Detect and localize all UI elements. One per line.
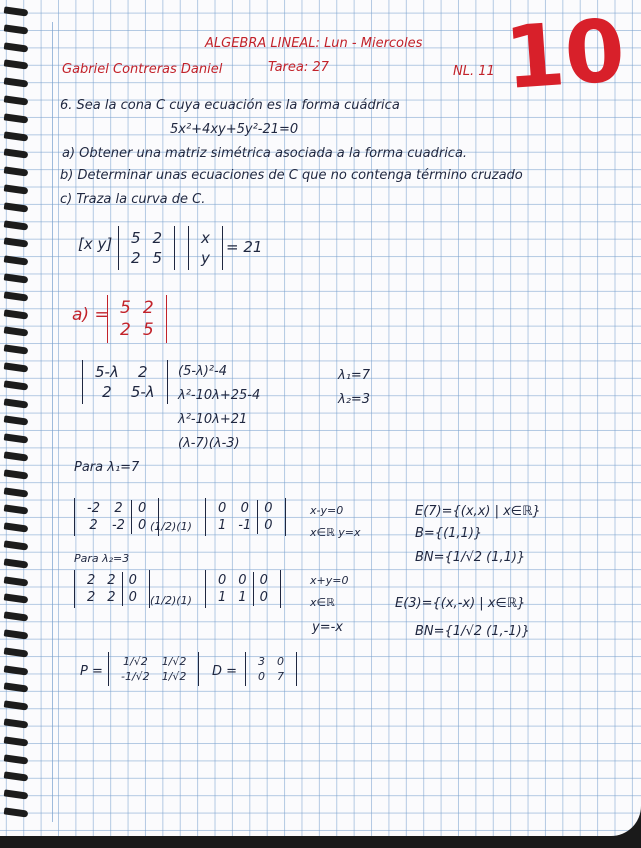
spiral-ring	[4, 95, 29, 105]
spiral-ring	[4, 523, 29, 533]
spiral-ring	[4, 60, 29, 70]
lambda1-label: Para λ₁=7	[74, 460, 140, 475]
spiral-binding	[0, 0, 40, 836]
spiral-ring	[4, 184, 29, 194]
spiral-ring	[4, 683, 29, 693]
lambda2-reduced: 0 0 0 1 1 0	[205, 570, 281, 608]
spiral-ring	[4, 558, 29, 568]
task-label: Tarea: 27	[268, 60, 329, 75]
eigenvalue-2: λ₂=3	[338, 392, 371, 407]
spiral-ring	[4, 398, 29, 408]
d-label: D =	[212, 664, 238, 679]
spiral-ring	[4, 807, 29, 817]
spiral-ring	[4, 487, 29, 497]
column-vector: x y	[188, 226, 223, 270]
part-c: c) Traza la curva de C.	[60, 192, 206, 207]
spiral-ring	[4, 505, 29, 515]
spiral-ring	[4, 345, 29, 355]
eigenspace-3: E(3)={(x,-x) | x∈ℝ}	[395, 596, 526, 611]
spiral-ring	[4, 434, 29, 444]
problem-equation: 5x²+4xy+5y²-21=0	[170, 122, 299, 137]
lambda2-ops: (1/2)(1)	[150, 594, 192, 607]
list-number: NL. 11	[453, 64, 495, 79]
spiral-ring	[4, 24, 29, 34]
spiral-ring	[4, 754, 29, 764]
quad-rhs: = 21	[226, 238, 263, 256]
eigenvalue-1: λ₁=7	[338, 368, 371, 383]
spiral-ring	[4, 665, 29, 675]
spiral-ring	[4, 701, 29, 711]
spiral-ring	[4, 629, 29, 639]
course-title: ALGEBRA LINEAL: Lun - Miercoles	[205, 36, 423, 51]
spiral-ring	[4, 256, 29, 266]
spiral-ring	[4, 736, 29, 746]
spiral-ring	[4, 78, 29, 88]
normal-basis-3: BN={1/√2 (1,-1)}	[415, 624, 530, 639]
lambda2-label: Para λ₂=3	[74, 552, 130, 565]
poly-step-2: λ²-10λ+25-4	[178, 388, 261, 403]
spiral-ring	[4, 612, 29, 622]
quad-matrix: 5 2 2 5	[118, 226, 175, 270]
poly-step-4: (λ-7)(λ-3)	[178, 436, 240, 451]
spiral-ring	[4, 220, 29, 230]
spiral-ring	[4, 273, 29, 283]
spiral-ring	[4, 790, 29, 800]
eigenspace-7: E(7)={(x,x) | x∈ℝ}	[415, 504, 541, 519]
answer-a-label: a) =	[72, 305, 109, 325]
poly-step-3: λ²-10λ+21	[178, 412, 248, 427]
poly-step-1: (5-λ)²-4	[178, 364, 227, 379]
d-matrix: 3 0 0 7	[245, 652, 297, 686]
spiral-ring	[4, 380, 29, 390]
spiral-ring	[4, 718, 29, 728]
spiral-ring	[4, 362, 29, 372]
answer-a-matrix: 5 2 2 5	[107, 295, 167, 343]
lambda1-ops: (1/2)(1)	[150, 520, 192, 533]
margin-line	[52, 22, 53, 822]
spiral-ring	[4, 451, 29, 461]
spiral-ring	[4, 540, 29, 550]
spiral-ring	[4, 113, 29, 123]
basis-7: B={(1,1)}	[415, 526, 483, 541]
lambda2-system-2: x∈ℝ	[310, 596, 335, 609]
spiral-ring	[4, 772, 29, 782]
spiral-ring	[4, 309, 29, 319]
spiral-ring	[4, 291, 29, 301]
spiral-ring	[4, 594, 29, 604]
spiral-ring	[4, 416, 29, 426]
p-matrix: 1/√2 1/√2 -1/√2 1/√2	[108, 652, 199, 686]
spiral-ring	[4, 469, 29, 479]
lambda2-system-1: x+y=0	[310, 574, 349, 587]
part-a: a) Obtener una matriz simétrica asociada a la forma cuadrica.	[62, 146, 468, 161]
lambda2-system-3: y=-x	[312, 620, 343, 635]
normal-basis-7: BN={1/√2 (1,1)}	[415, 550, 526, 565]
part-b: b) Determinar unas ecuaciones de C que no contenga término cruzado	[60, 168, 523, 183]
lambda2-aug-matrix: 2 2 0 2 2 0	[74, 570, 150, 608]
spiral-ring	[4, 327, 29, 337]
spiral-ring	[4, 647, 29, 657]
spiral-ring	[4, 238, 29, 248]
grade-mark: 10	[501, 0, 629, 110]
problem-statement: 6. Sea la cona C cuya ecuación es la forma cuádrica	[60, 98, 400, 113]
spiral-ring	[4, 202, 29, 212]
spiral-ring	[4, 42, 29, 52]
char-matrix: 5-λ 2 2 5-λ	[82, 360, 168, 404]
row-vector: [x y]	[78, 235, 113, 253]
spiral-ring	[4, 149, 29, 159]
student-name: Gabriel Contreras Daniel	[62, 62, 223, 77]
p-label: P =	[80, 664, 103, 679]
lambda1-reduced: 0 0 0 1 -1 0	[205, 498, 286, 536]
spiral-ring	[4, 167, 29, 177]
lambda1-aug-matrix: -2 2 0 2 -2 0	[74, 498, 159, 536]
spiral-ring	[4, 131, 29, 141]
lambda1-system-1: x-y=0	[310, 504, 344, 517]
spiral-ring	[4, 6, 29, 16]
lambda1-system-2: x∈ℝ y=x	[310, 526, 361, 539]
spiral-ring	[4, 576, 29, 586]
